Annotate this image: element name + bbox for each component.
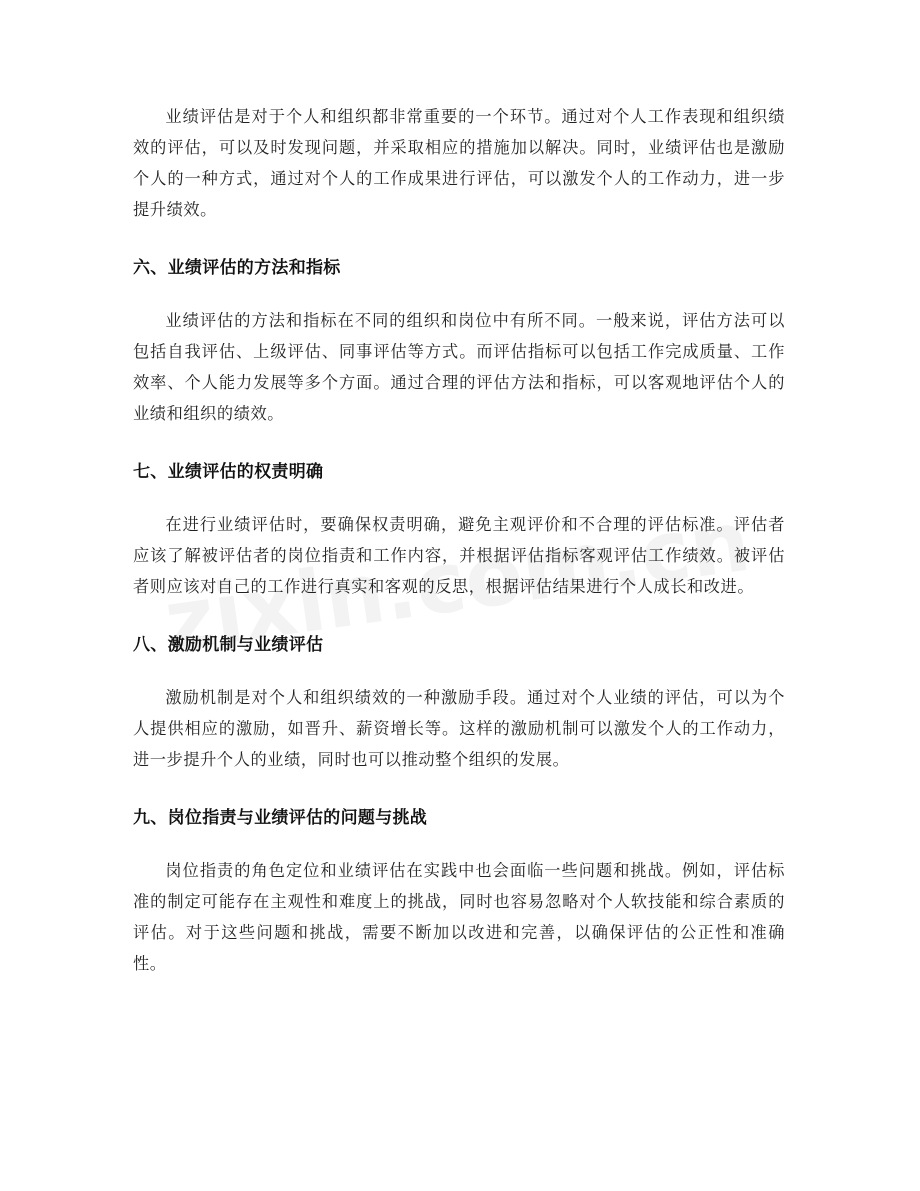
heading-section-7: 七、业绩评估的权责明确 [133, 462, 324, 482]
heading-section-6: 六、业绩评估的方法和指标 [133, 258, 341, 278]
heading-section-9: 九、岗位指责与业绩评估的问题与挑战 [133, 808, 428, 828]
document-body [133, 101, 785, 979]
paragraph-section-8: 激励机制是对个人和组织绩效的一种激励手段。通过对个人业绩的评估，可以为个人提供相应的激励，如晋升、薪资增长等。这样的激励机制可以激发个人的工作动力，进一步提升个人的业绩，同时也可以推动整个组织的发展。 [133, 688, 785, 769]
paragraph-section-9: 岗位指责的角色定位和业绩评估在实践中也会面临一些问题和挑战。例如，评估标准的制定可能存在主观性和难度上的挑战，同时也容易忽略对个人软技能和综合素质的评估。对于这些问题和挑战，需要不断加以改进和完善，以确保评估的公正性和准确性。 [133, 861, 785, 973]
paragraph-intro: 业绩评估是对于个人和组织都非常重要的一个环节。通过对个人工作表现和组织绩效的评估，可以及时发现问题，并采取相应的措施加以解决。同时，业绩评估也是激励个人的一种方式，通过对个人的工作成果进行评估，可以激发个人的工作动力，进一步提升绩效。 [133, 107, 785, 219]
paragraph-section-6: 业绩评估的方法和指标在不同的组织和岗位中有所不同。一般来说，评估方法可以包括自我评估、上级评估、同事评估等方式。而评估指标可以包括工作完成质量、工作效率、个人能力发展等多个方面。通过合理的评估方法和指标，可以客观地评估个人的业绩和组织的绩效。 [133, 311, 785, 423]
paragraph-section-7: 在进行业绩评估时，要确保权责明确，避免主观评价和不合理的评估标准。评估者应该了解被评估者的岗位指责和工作内容，并根据评估指标客观评估工作绩效。被评估者则应该对自己的工作进行真实和客观的反思，根据评估结果进行个人成长和改进。 [133, 515, 785, 596]
heading-section-8: 八、激励机制与业绩评估 [133, 635, 324, 655]
